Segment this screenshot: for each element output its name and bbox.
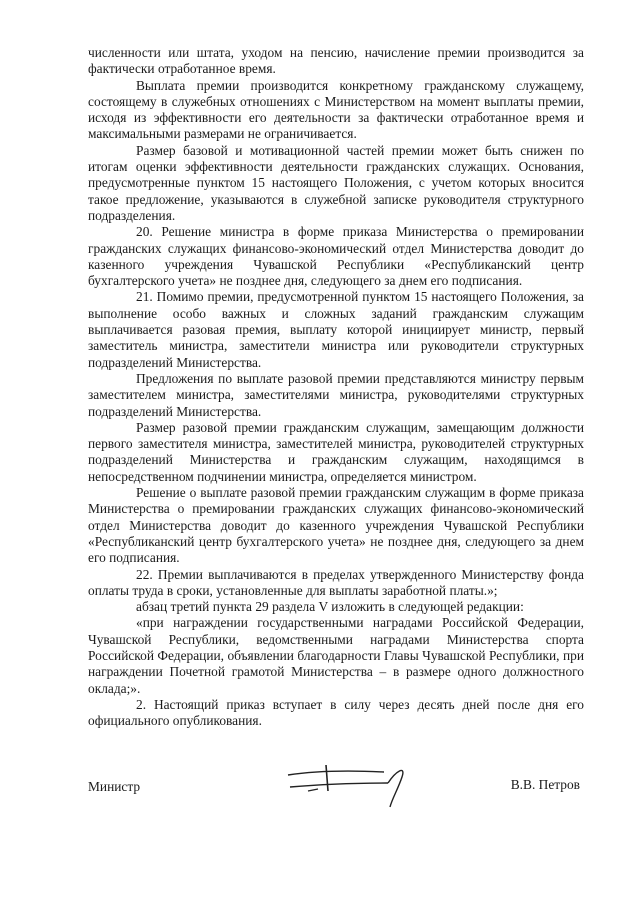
paragraph-item-20: 20. Решение министра в форме приказа Министерства о премировании гражданских служащих финансово-экономический отдел Министерства доводит до казенного учреждения Чувашской Республики «Республиканский центр бухгалтерского учета» не позднее дня, следующего за днем его подписания. bbox=[88, 224, 584, 289]
signer-name: В.В. Петров bbox=[510, 777, 580, 792]
paragraph: Предложения по выплате разовой премии представляются министру первым заместителем министра, заместителями министра, руководителями структурных подразделений Министерства. bbox=[88, 370, 584, 419]
paragraph-continuation: численности или штата, уходом на пенсию, начисление премии производится за фактически отработанное время. bbox=[88, 45, 584, 77]
paragraph-item-22: 22. Премии выплачиваются в пределах утвержденного Министерству фонда оплаты труда в сроки, установленные для выплаты заработной платы.»; bbox=[88, 566, 584, 598]
document-body bbox=[88, 45, 584, 729]
paragraph: Размер разовой премии гражданским служащим, замещающим должности первого заместителя министра, заместителей министра, руководителей структурных подразделений Министерства и гражданским служащим, находящимся в непосредственном подчинении министра, определяется министром. bbox=[88, 419, 584, 484]
paragraph: Выплата премии производится конкретному гражданскому служащему, состоящему в служебных отношениях с Министерством на момент выплаты премии, исходя из эффективности его деятельности за фактически отработанное время и максимальными размерами не ограничивается. bbox=[88, 77, 584, 142]
paragraph: Размер базовой и мотивационной частей премии может быть снижен по итогам оценки эффективности деятельности гражданских служащих. Основания, предусмотренные пунктом 15 настоящего Положения, с учетом которых вносится такое предложение, указываются в служебной записке руководителя структурного подразделения. bbox=[88, 142, 584, 223]
paragraph-item-21: 21. Помимо премии, предусмотренной пунктом 15 настоящего Положения, за выполнение особо важных и сложных заданий гражданским служащим выплачивается разовая премия, выплату которой инициирует министр, первый заместитель министра, заместители министра или руководители структурных подразделений Министерства. bbox=[88, 289, 584, 370]
paragraph: Решение о выплате разовой премии гражданским служащим в форме приказа Министерства о премировании гражданских служащих финансово-экономический отдел Министерства доводит до казенного учреждения Чувашской Республики «Республиканский центр бухгалтерского учета» не позднее дня, следующего за днем его подписания. bbox=[88, 485, 584, 566]
paragraph: абзац третий пункта 29 раздела V изложить в следующей редакции: bbox=[136, 599, 524, 615]
signature-block bbox=[88, 775, 584, 815]
paragraph-item-2: 2. Настоящий приказ вступает в силу через десять дней после дня его официального опубликования. bbox=[88, 696, 584, 729]
paragraph-quote: «при награждении государственными наградами Российской Федерации, Чувашской Республики, ведомственными наградами Министерства спорта Российской Федерации, объявлении благодарности Главы Чувашской Республики, при награждении Почетной грамотой Министерства – в размере одного должностного оклада;». bbox=[88, 615, 584, 696]
handwritten-signature bbox=[284, 761, 414, 811]
signer-title: Министр bbox=[88, 779, 141, 794]
